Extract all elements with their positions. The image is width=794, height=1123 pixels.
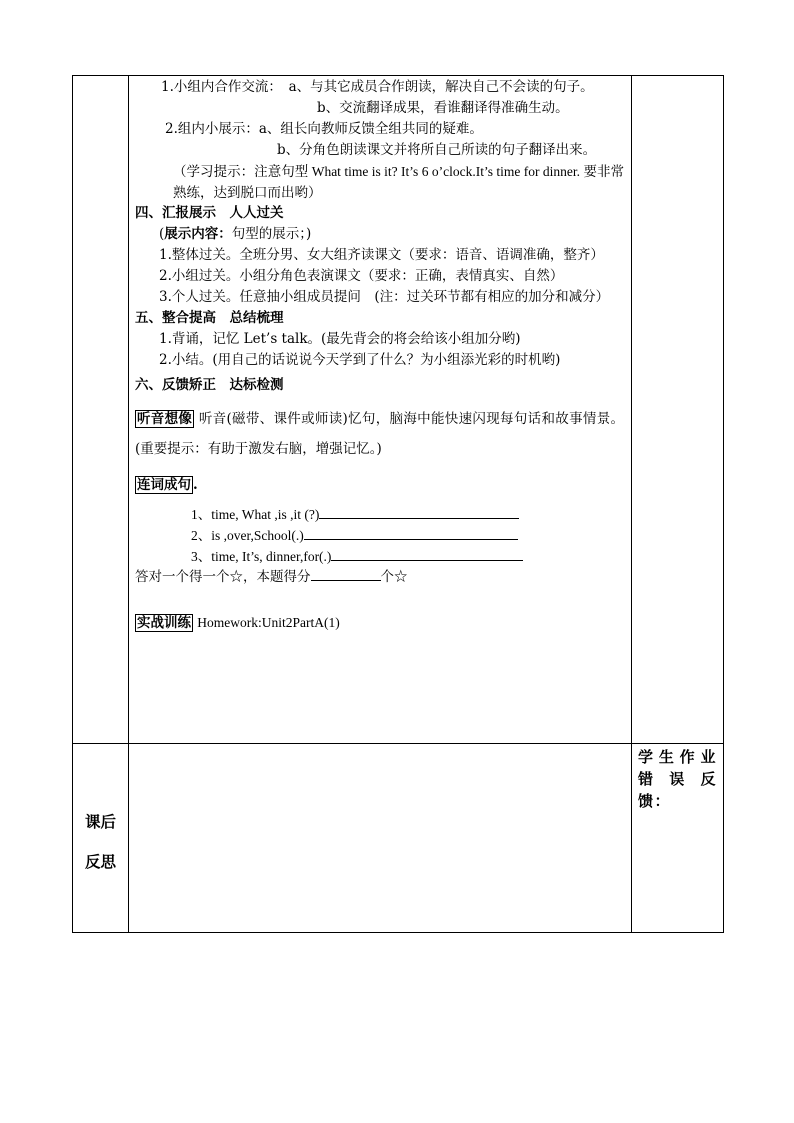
section4-sub: (展示内容：句型的展示；) xyxy=(159,226,312,242)
feedback-label: 学生作业错误反馈： xyxy=(638,748,717,810)
lesson-content-cell xyxy=(129,76,632,744)
practice-text: Homework:Unit2PartA(1) xyxy=(197,615,340,630)
section6-title: 六、反馈矫正 达标检测 xyxy=(135,377,284,393)
left-cell-empty xyxy=(73,76,129,744)
practice-block xyxy=(135,608,624,638)
section4-item3: 3.个人过关。任意抽小组成员提问 (注：过关环节都有相应的加分和减分） xyxy=(159,289,610,305)
reflection-label-line1: 课后 xyxy=(84,812,116,831)
question-1-text: 1、time, What ,is ,it (?) xyxy=(191,507,320,522)
connect-block xyxy=(135,470,624,500)
question-1 xyxy=(135,504,624,525)
section5-item2: 2.小结。(用自己的话说说今天学到了什么？为小组添光彩的时机哟) xyxy=(159,352,561,368)
lesson-row xyxy=(73,76,724,744)
reflection-label-line2: 反思 xyxy=(84,852,116,871)
connect-label: 连词成句 xyxy=(137,477,191,493)
section5-title: 五、整合提高 总结梳理 xyxy=(135,310,284,326)
listen-label: 听音想像 xyxy=(137,411,193,427)
question-2-text: 2、is ,over,School(.) xyxy=(191,528,304,543)
question-2 xyxy=(135,525,624,546)
lesson-table xyxy=(72,75,724,933)
feedback-cell[interactable] xyxy=(632,744,724,933)
score-line xyxy=(135,567,624,588)
step1-b-text: b、交流翻译成果，看谁翻译得准确生动。 xyxy=(317,100,569,116)
section4-sub-bold: 展示内容： xyxy=(164,226,232,242)
section4-title: 四、汇报展示 人人过关 xyxy=(135,205,284,221)
right-cell-empty xyxy=(632,76,724,744)
reflection-label xyxy=(73,744,128,882)
step1-b-line xyxy=(135,98,624,119)
section4-item1: 1.整体过关。全班分男、女大组齐读课文（要求：语音、语调准确，整齐） xyxy=(159,247,604,263)
step2-text: 2.组内小展示：a、组长向教师反馈全组共同的疑难。 xyxy=(165,121,483,137)
reflection-input-cell[interactable] xyxy=(129,744,632,933)
question-3 xyxy=(135,546,624,567)
reflection-row xyxy=(73,744,724,933)
question-3-blank[interactable] xyxy=(331,549,523,561)
section5-item1: 1.背诵，记忆 Let’s talk。(最先背会的将会给该小组加分哟) xyxy=(159,331,521,347)
question-2-blank[interactable] xyxy=(304,528,518,540)
step1-text: 1.小组内合作交流： a、与其它成员合作朗读，解决自己不会读的句子。 xyxy=(161,79,594,95)
step1-line xyxy=(135,77,624,98)
question-1-blank[interactable] xyxy=(319,507,519,519)
tip-text: （学习提示：注意句型 What time is it? It’s 6 o’clock.It’s time for dinner. 要非常熟练，达到脱口而出哟） xyxy=(173,164,624,200)
step2-b-text: b、分角色朗读课文并将所自己所读的句子翻译出来。 xyxy=(277,142,597,158)
step2-b-line xyxy=(135,140,624,161)
lesson-content xyxy=(129,76,631,638)
section4-item2: 2.小组过关。小组分角色表演课文（要求：正确，表情真实、自然） xyxy=(159,268,564,284)
practice-label: 实战训练 xyxy=(137,615,191,631)
score-text-a: 答对一个得一个☆，本题得分 xyxy=(135,569,311,585)
step2-line xyxy=(135,119,624,140)
reflection-label-cell xyxy=(73,744,129,933)
question-3-text: 3、time, It’s, dinner,for(.) xyxy=(191,549,332,564)
connect-dot: . xyxy=(193,477,198,493)
score-text-b: 个☆ xyxy=(380,569,408,585)
listen-text: 听音(磁带、课件或师读)忆句，脑海中能快速闪现每句话和故事情景。(重要提示：有助于激发右脑，增强记忆。) xyxy=(135,411,625,457)
score-blank[interactable] xyxy=(311,569,381,581)
listen-block xyxy=(135,404,624,464)
tip-line xyxy=(135,161,624,203)
